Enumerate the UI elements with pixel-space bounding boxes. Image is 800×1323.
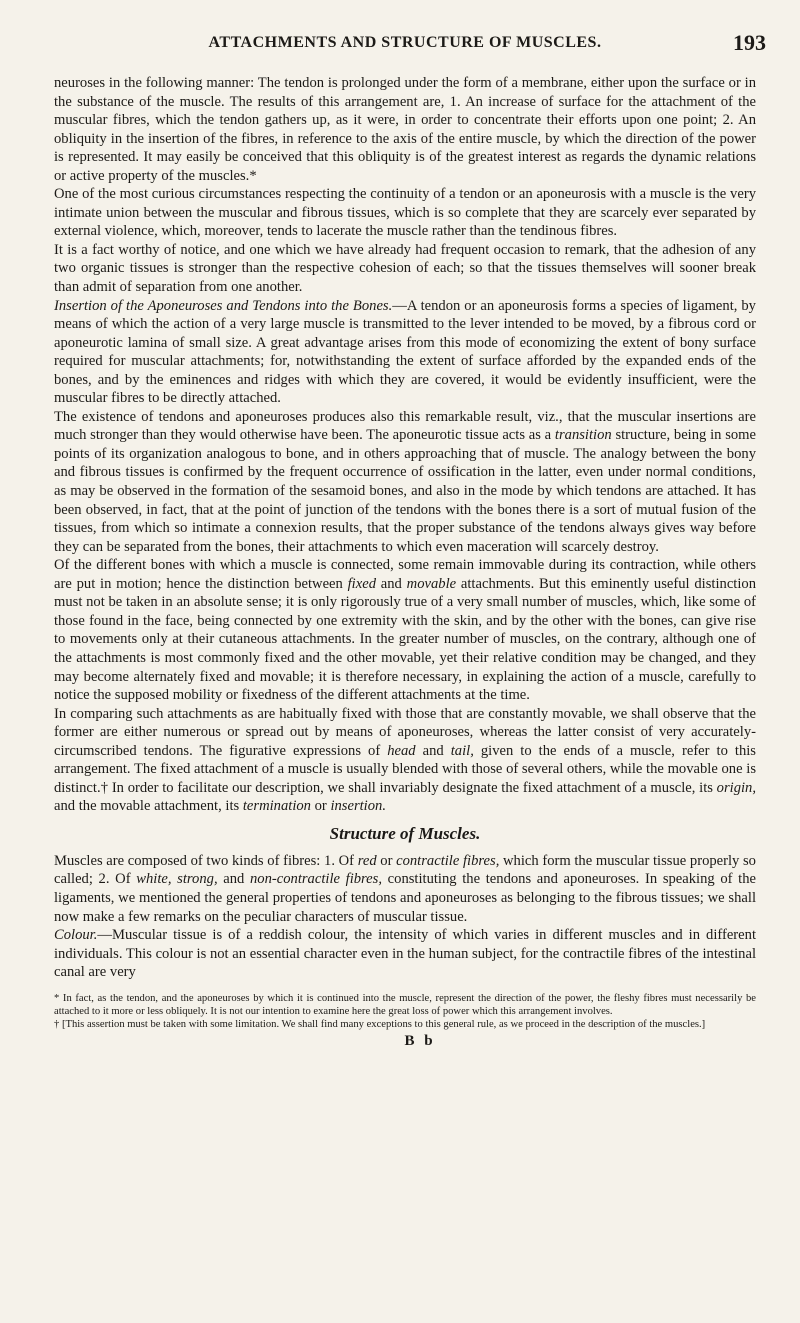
paragraph-6-text-b: and xyxy=(376,575,407,592)
paragraph-9 xyxy=(54,926,756,982)
emphasis-white-strong: white, strong, xyxy=(136,871,218,888)
paragraph-7-text-e: or xyxy=(310,798,331,815)
paragraph-5 xyxy=(54,408,756,556)
colour-subheading: Colour. xyxy=(54,927,98,944)
paragraph-7-text-b: and xyxy=(415,742,451,759)
emphasis-insertion: insertion. xyxy=(330,798,386,815)
paragraph-8-text-a: Muscles are composed of two kinds of fibres: 1. Of xyxy=(54,852,358,869)
section-heading: Structure of Muscles. xyxy=(329,823,481,843)
emphasis-origin: origin, xyxy=(716,779,756,796)
paragraph-6-text-c: attachments. But this eminently useful distinction must not be taken in an absolute sense; it is only rigorously true of a very small number of muscles, which, like some of those found in the face, being connected by one extremity with the skin, and by the other with the bones, can give rise to movements only at their cutaneous attachments. In the greater number of muscles, on the contrary, although one of the attachments is most commonly fixed and the other movable, yet their relative condition may be changed, and they may become alternately fixed and movable; it is therefore necessary, in explaining the action of a muscle, carefully to notice the supposed mobility or fixedness of the different attachments at the time. xyxy=(54,575,756,704)
paragraph-8-text-c: which form the muscular tissue properly so called; 2. Of xyxy=(54,852,756,888)
paragraph-7-text-d: and the movable attachment, its xyxy=(54,798,243,815)
emphasis-fixed: fixed xyxy=(347,575,376,592)
signature-mark: B b xyxy=(404,1032,436,1049)
emphasis-contractile: contractile fibres, xyxy=(396,852,500,869)
footnote-1: * In fact, as the tendon, and the aponeuroses by which it is continued into the muscle, represent the direction of the power, the fleshy fibres must necessarily be attached to it more or less obliquely. It is not our intention to examine here the great loss of power which this arrangement involves. xyxy=(54,992,756,1017)
page-number: 193 xyxy=(733,30,766,55)
paragraph-4-text: —A tendon or an aponeurosis forms a species of ligament, by means of which the action of a very large muscle is transmitted to the lever intended to be moved, by a fibrous cord or aponeurotic lamina of small size. A great advantage arises from this mode of economizing the extent of bony surface required for muscular attachments; for, notwithstanding the extent of surface afforded by the expanded ends of the bones, and by the eminences and ridges with which they are covered, it would be evidently insufficient, were the muscular fibres to be directly attached. xyxy=(54,297,756,407)
paragraph-5-text-a: The existence of tendons and aponeuroses produces also this remarkable result, viz., that the muscular insertions are much stronger than they would otherwise have been. The aponeurotic tissue acts as a xyxy=(54,408,756,444)
paragraph-6-text-a: Of the different bones with which a muscle is connected, some remain immovable during its contraction, while others are put in motion; hence the distinction between xyxy=(54,557,756,592)
paragraph-5-text-b: structure, being in some points of its organization analogous to bone, and in others approaching that of muscle. The analogy between the bony and fibrous tissues is confirmed by the frequent occurrence of ossification in the latter, even under normal conditions, as may be observed in the formation of the sesamoid bones, and also in the mode by which tendons are attached. It has been observed, in fact, that at the point of junction of the tendons with the bones there is a sort of mutual fusion of the tissues, from which so intimate a connexion results, that the proper substance of the tendons always gives way before they can be separated from the bones, their attachments to which even maceration will scarcely destroy. xyxy=(54,427,756,555)
paragraph-7 xyxy=(54,705,756,816)
paragraph-8 xyxy=(54,852,756,926)
insertion-subheading: Insertion of the Aponeuroses and Tendons into the Bones. xyxy=(54,297,393,314)
paragraph-8-text-e: constituting the tendons and aponeuroses. In speaking of the ligaments, we mentioned the general properties of tendons and aponeuroses as belonging to the fibrous tissues; we shall now make a few remarks on the peculiar characters of muscular tissue. xyxy=(54,871,757,925)
paragraph-4 xyxy=(54,297,756,408)
paragraph-8-text-d: and xyxy=(217,871,250,888)
paragraph-3: It is a fact worthy of notice, and one which we have already had frequent occasion to remark, that the adhesion of any two organic tissues is stronger than the respective cohesion of each; so that the tissues themselves will sooner break than admit of separation from one another. xyxy=(54,241,756,296)
emphasis-non-contractile: non-contractile fibres, xyxy=(250,871,382,888)
paragraph-8-text-b: or xyxy=(376,852,397,869)
emphasis-transition: transition xyxy=(554,427,612,444)
paragraph-7-text-c: given to the ends of a muscle, refer to this arrangement. The fixed attachment of a muscle is usually blended with those of several others, while the movable one is distinct.† In order to facilitate our description, we shall invariably designate the fixed attachment of a muscle, its xyxy=(54,742,756,796)
emphasis-head: head xyxy=(387,742,416,759)
body-text xyxy=(54,74,756,982)
footnote-2: † [This assertion must be taken with some limitation. We shall find many exceptions to this general rule, as we proceed in the description of the muscles.] xyxy=(54,1018,706,1030)
running-title: ATTACHMENTS AND STRUCTURE OF MUSCLES. xyxy=(208,34,602,51)
emphasis-termination: termination xyxy=(242,798,311,815)
paragraph-9-text: —Muscular tissue is of a reddish colour, the intensity of which varies in different muscles and in different individuals. This colour is not an essential character even in the human subject, for the contractile fibres of the intestinal canal are very xyxy=(54,927,756,981)
emphasis-tail: tail, xyxy=(450,742,474,759)
paragraph-7-text-a: In comparing such attachments as are habitually fixed with those that are constantly movable, we shall observe that the former are either numerous or spread out by means of aponeuroses, whereas the latter consist of very accurately-circumscribed tendons. The figurative expressions of xyxy=(54,705,756,759)
paragraph-1: neuroses in the following manner: The tendon is prolonged under the form of a membrane, either upon the surface or in the substance of the muscle. The results of this arrangement are, 1. An increase of surface for the attachment of the muscular fibres, which the tendon gathers up, as it were, in order to concentrate their efforts upon one point; 2. An obliquity in the insertion of the fibres, in reference to the axis of the entire muscle, by which the direction of the power is represented. It may easily be conceived that this obliquity is of the greatest interest as regards the dynamic relations or active property of the muscles.* xyxy=(54,75,756,184)
footnotes xyxy=(54,992,756,1031)
paragraph-6 xyxy=(54,556,756,704)
page-header xyxy=(54,30,766,60)
emphasis-movable: movable xyxy=(406,575,457,592)
emphasis-red: red xyxy=(357,852,377,869)
paragraph-2: One of the most curious circumstances respecting the continuity of a tendon or an aponeurosis with a muscle is the very intimate union between the muscular and fibrous tissues, which is so complete that they are scarcely ever separated by external violence, which, moreover, tends to lacerate the muscle rather than the tendinous fibres. xyxy=(54,186,756,240)
